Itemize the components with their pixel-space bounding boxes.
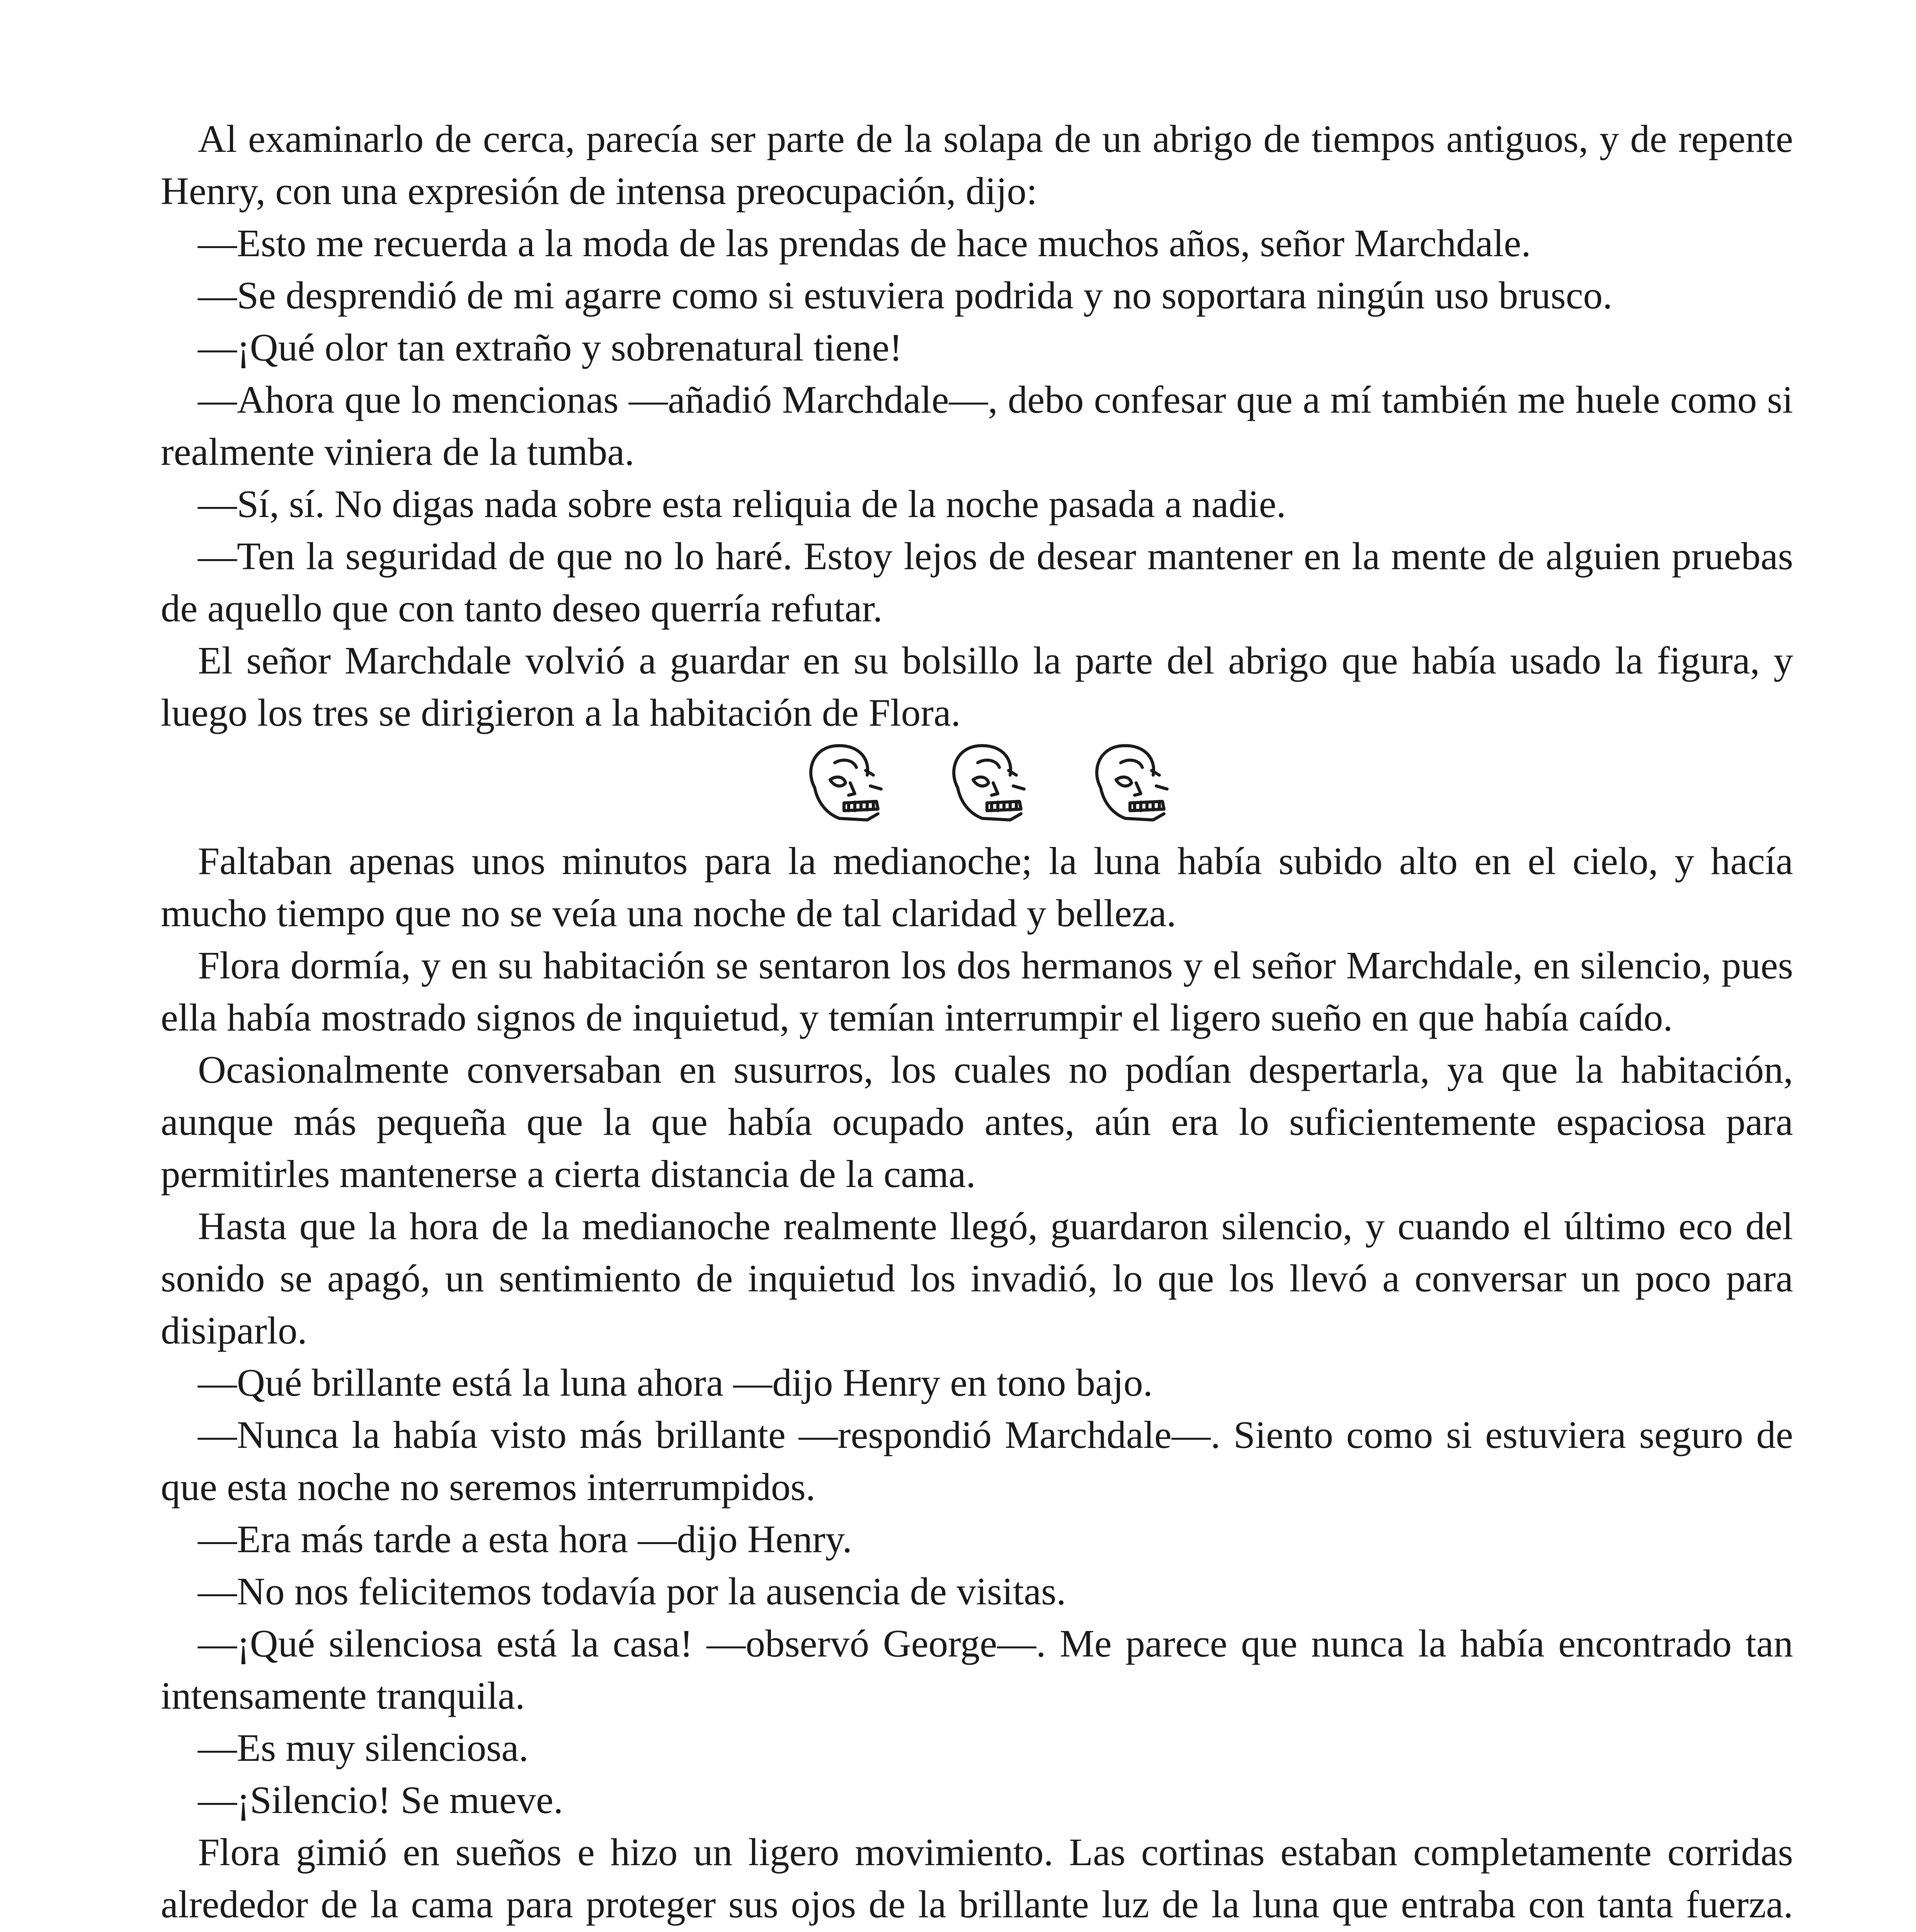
skull-ornament-icon bbox=[1085, 740, 1178, 828]
paragraph: —No nos felicitemos todavía por la ausencia de visitas. bbox=[198, 1570, 1066, 1613]
paragraph: —Es muy silenciosa. bbox=[198, 1726, 529, 1769]
paragraph: —Esto me recuerda a la moda de las prendas de hace muchos años, señor Marchdale. bbox=[198, 221, 1531, 265]
paragraph: —Se desprendió de mi agarre como si estuviera podrida y no soportara ningún uso brusco. bbox=[198, 274, 1613, 317]
paragraph: Al examinarlo de cerca, parecía ser parte de la solapa de un abrigo de tiempos antiguos, y de repente Henry, con una expresión de intensa preocupación, dijo: bbox=[161, 117, 1793, 213]
paragraph: Flora gimió en sueños e hizo un ligero movimiento. Las cortinas estaban completamente corridas alrededor de la cama para proteger sus ojos de la brillante luz de la luna que entraba con tanta fuerza. bbox=[161, 1830, 1793, 1926]
paragraph: Hasta que la hora de la medianoche realmente llegó, guardaron silencio, y cuando el último eco del sonido se apagó, un sentimiento de inquietud los invadió, lo que los llevó a conversar un poco para disiparlo. bbox=[161, 1204, 1793, 1352]
text-block-bottom bbox=[161, 835, 1793, 1932]
text-block-top bbox=[161, 113, 1793, 739]
paragraph: Ocasionalmente conversaban en susurros, los cuales no podían despertarla, ya que la habitación, aunque más pequeña que la que había ocupado antes, aún era lo suficientemente espaciosa para permitirles mantenerse a cierta distancia de la cama. bbox=[161, 1048, 1793, 1196]
paragraph: —¡Qué olor tan extraño y sobrenatural tiene! bbox=[198, 326, 902, 369]
paragraph: —Sí, sí. No digas nada sobre esta reliquia de la noche pasada a nadie. bbox=[198, 482, 1286, 526]
skull-ornament-icon bbox=[942, 740, 1035, 828]
paragraph: —Nunca la había visto más brillante —respondió Marchdale—. Siento como si estuviera seguro de que esta noche no seremos interrumpidos. bbox=[161, 1413, 1793, 1509]
paragraph: —Era más tarde a esta hora —dijo Henry. bbox=[198, 1517, 852, 1561]
paragraph: —Qué brillante está la luna ahora —dijo Henry en tono bajo. bbox=[198, 1361, 1153, 1404]
paragraph: Flora dormía, y en su habitación se sentaron los dos hermanos y el señor Marchdale, en silencio, pues ella había mostrado signos de inquietud, y temían interrumpir el ligero sueño en que había caído. bbox=[161, 944, 1793, 1039]
paragraph: Faltaban apenas unos minutos para la medianoche; la luna había subido alto en el cielo, y hacía mucho tiempo que no se veía una noche de tal claridad y belleza. bbox=[161, 839, 1793, 935]
paragraph: —Ten la seguridad de que no lo haré. Estoy lejos de desear mantener en la mente de alguien pruebas de aquello que con tanto deseo querría refutar. bbox=[161, 534, 1793, 630]
skull-ornament-icon bbox=[799, 740, 892, 828]
section-separator bbox=[799, 740, 1178, 828]
paragraph: —¡Silencio! Se mueve. bbox=[198, 1778, 563, 1821]
paragraph: El señor Marchdale volvió a guardar en su bolsillo la parte del abrigo que había usado la figura, y luego los tres se dirigieron a la habitación de Flora. bbox=[161, 639, 1793, 734]
paragraph: —Ahora que lo mencionas —añadió Marchdale—, debo confesar que a mí también me huele como si realmente viniera de la tumba. bbox=[161, 378, 1793, 473]
paragraph: —¡Qué silenciosa está la casa! —observó George—. Me parece que nunca la había encontrado tan intensamente tranquila. bbox=[161, 1622, 1793, 1717]
